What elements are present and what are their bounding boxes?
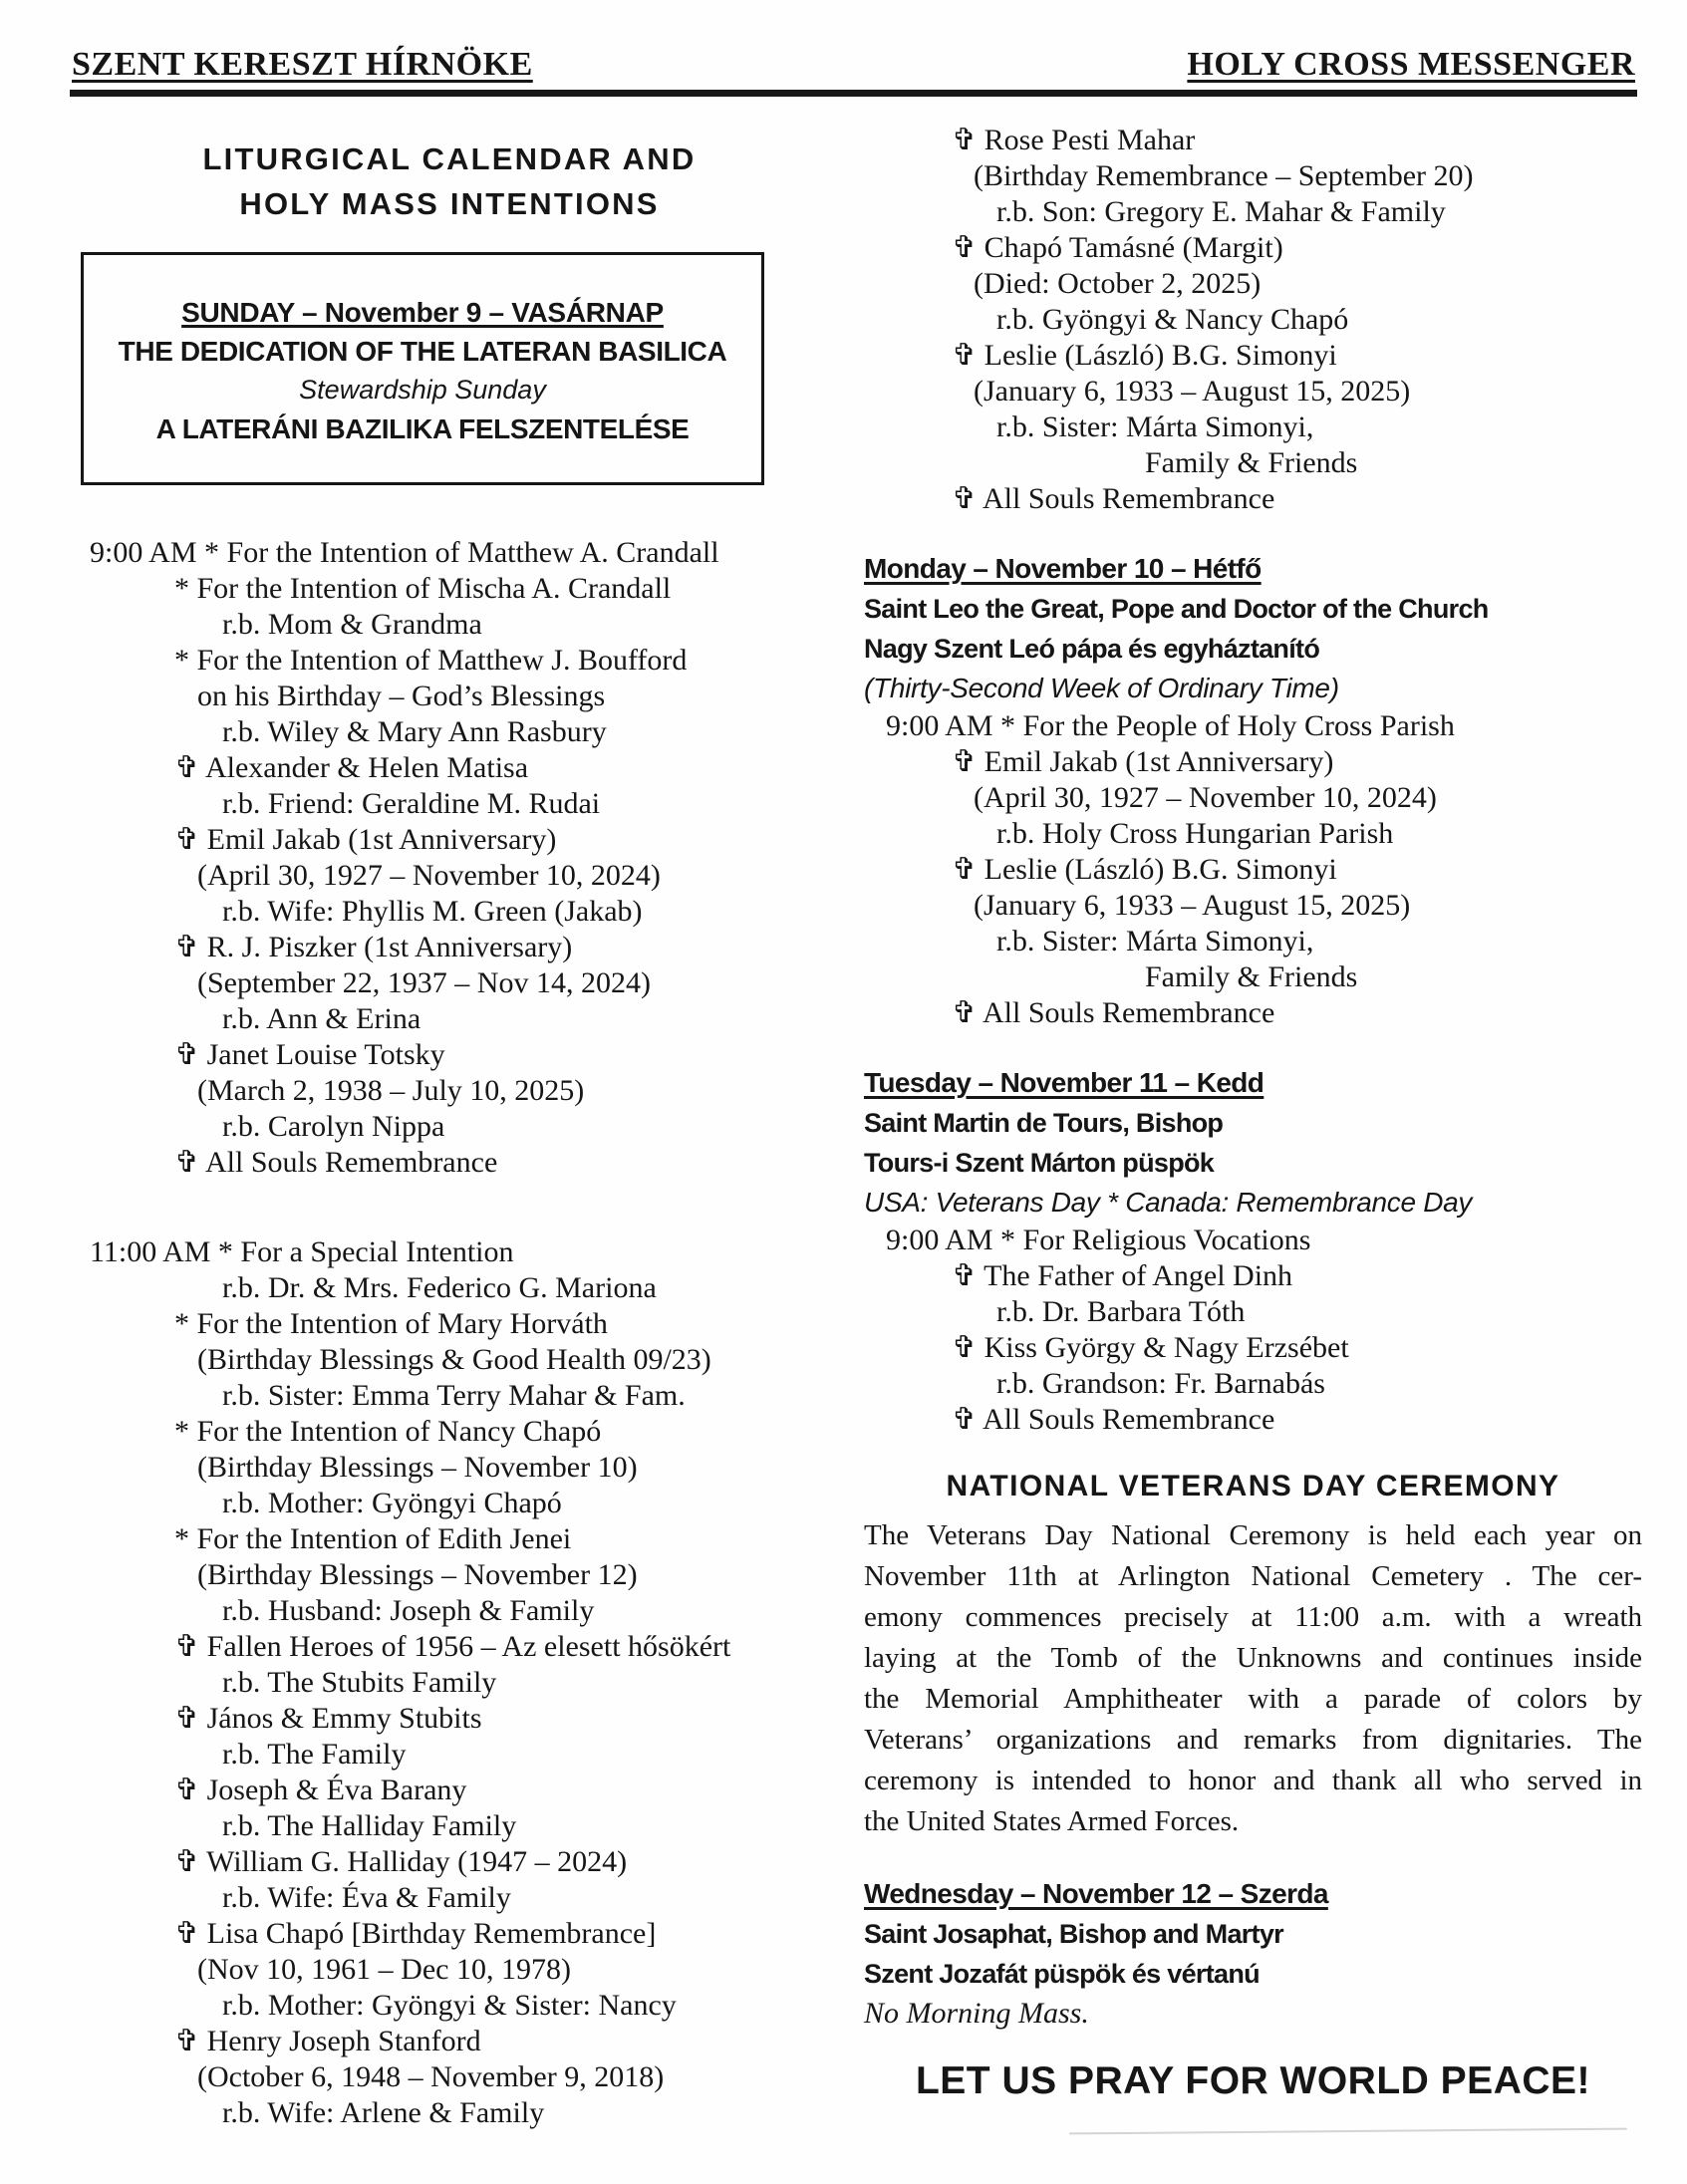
sunday-day-line: SUNDAY – November 9 – VASÁRNAP (181, 297, 664, 328)
intention-line: Family & Friends (1145, 446, 1358, 479)
intention-line: r.b. Mother: Gyöngyi & Sister: Nancy (222, 1989, 677, 2022)
intention-line: ✞ Leslie (László) B.G. Simonyi (952, 339, 1337, 372)
intention-line: 9:00 AM * For the Intention of Matthew A. Crandall (90, 536, 719, 569)
intention-line: (Birthday Remembrance – September 20) (974, 159, 1474, 192)
intention-line: (April 30, 1927 – November 10, 2024) (974, 781, 1437, 814)
intention-line: (April 30, 1927 – November 10, 2024) (197, 859, 661, 892)
intention-line: ceremony is intended to honor and thank all who served in (864, 1765, 1642, 1796)
intention-line: (January 6, 1933 – August 15, 2025) (974, 375, 1411, 408)
tuesday-header: Tuesday – November 11 – Kedd (864, 1067, 1265, 1098)
sunday-header-box (81, 252, 764, 485)
intention-line: r.b. Ann & Erina (222, 1002, 422, 1035)
intention-line: (Died: October 2, 2025) (974, 267, 1262, 300)
wednesday-feast-english: Saint Josaphat, Bishop and Martyr (864, 1919, 1283, 1949)
intention-line: r.b. Dr. Barbara Tóth (996, 1295, 1246, 1328)
sunday-feast-english: THE DEDICATION OF THE LATERAN BASILICA (118, 336, 727, 367)
intention-line: r.b. Wife: Éva & Family (222, 1881, 511, 1914)
header-title-english: HOLY CROSS MESSENGER (1187, 46, 1635, 83)
intention-line: ✞ János & Emmy Stubits (174, 1702, 482, 1735)
intention-line: ✞ Emil Jakab (1st Anniversary) (174, 823, 557, 856)
intention-line: r.b. Carolyn Nippa (222, 1110, 445, 1143)
left-column (65, 97, 834, 2131)
world-peace-banner: LET US PRAY FOR WORLD PEACE! (915, 2059, 1591, 2102)
veterans-ceremony-paragraph (864, 1515, 1642, 1842)
monday-feast-english: Saint Leo the Great, Pope and Doctor of the Church (864, 594, 1489, 624)
intention-line: * For the Intention of Matthew J. Boufford (174, 644, 688, 677)
tuesday-feast-hungarian: Tours-i Szent Márton püspök (864, 1148, 1215, 1178)
wednesday-no-mass-note: No Morning Mass. (864, 1997, 1089, 2030)
intention-line: r.b. Sister: Márta Simonyi, (996, 925, 1314, 957)
intention-line: r.b. Wiley & Mary Ann Rasbury (222, 715, 607, 748)
intention-line: r.b. Gyöngyi & Nancy Chapó (996, 303, 1349, 336)
intention-line: ✞ All Souls Remembrance (952, 996, 1275, 1029)
sunday-feast-hungarian: A LATERÁNI BAZILIKA FELSZENTELÉSE (155, 413, 690, 444)
right-column (864, 97, 1642, 2103)
monday-feast-hungarian: Nagy Szent Leó pápa és egyháztanító (864, 634, 1320, 664)
intention-line: * For the Intention of Mischa A. Crandall (174, 572, 672, 605)
intention-line: ✞ Fallen Heroes of 1956 – Az elesett hősökért (174, 1630, 731, 1663)
intention-line: r.b. Sister: Emma Terry Mahar & Fam. (222, 1379, 686, 1412)
intention-line: ✞ The Father of Angel Dinh (952, 1259, 1293, 1292)
page-header (70, 0, 1637, 97)
monday-header: Monday – November 10 – Hétfő (864, 553, 1262, 584)
intention-line: ✞ Chapó Tamásné (Margit) (952, 231, 1283, 264)
intention-line: (Birthday Blessings – November 12) (197, 1558, 638, 1591)
intention-line: (Birthday Blessings – November 10) (197, 1451, 638, 1484)
intention-line: 11:00 AM * For a Special Intention (90, 1235, 514, 1268)
intention-line: * For the Intention of Nancy Chapó (174, 1415, 602, 1448)
sunday-intentions-continued (864, 123, 1642, 517)
intention-line: (Nov 10, 1961 – Dec 10, 1978) (197, 1953, 571, 1986)
intention-line: ✞ All Souls Remembrance (952, 1403, 1275, 1436)
intention-line: r.b. Grandson: Fr. Barnabás (996, 1367, 1325, 1400)
tuesday-observance-note: USA: Veterans Day * Canada: Remembrance Day (864, 1187, 1473, 1218)
wednesday-block (864, 1874, 1642, 2034)
intention-line: r.b. The Halliday Family (222, 1809, 517, 1842)
intention-line: ✞ Rose Pesti Mahar (952, 124, 1196, 156)
tuesday-block (864, 1063, 1642, 1438)
monday-block (864, 549, 1642, 1031)
intention-line: (Birthday Blessings & Good Health 09/23) (197, 1343, 711, 1376)
intention-line: ✞ R. J. Piszker (1st Anniversary) (174, 931, 573, 963)
tuesday-feast-english: Saint Martin de Tours, Bishop (864, 1108, 1224, 1138)
intention-line: Family & Friends (1145, 960, 1358, 993)
intention-line: (October 6, 1948 – November 9, 2018) (197, 2060, 665, 2093)
monday-week-note: (Thirty-Second Week of Ordinary Time) (864, 673, 1339, 703)
intention-line: r.b. The Stubits Family (222, 1666, 497, 1699)
intention-line: r.b. Son: Gregory E. Mahar & Family (996, 195, 1446, 228)
intention-line: emony commences precisely at 11:00 a.m. with a wreath (864, 1601, 1642, 1633)
section-title (65, 136, 834, 226)
intention-line: * For the Intention of Edith Jenei (174, 1522, 572, 1555)
intention-line: r.b. Dr. & Mrs. Federico G. Mariona (222, 1271, 657, 1304)
intention-line: ✞ Alexander & Helen Matisa (174, 751, 529, 784)
intention-line: laying at the Tomb of the Unknowns and continues inside (864, 1642, 1642, 1674)
intention-line: r.b. Holy Cross Hungarian Parish (996, 817, 1394, 850)
header-title-hungarian: SZENT KERESZT HÍRNÖKE (72, 46, 533, 83)
intention-line: November 11th at Arlington National Cemetery . The cer- (864, 1560, 1642, 1592)
intention-line: r.b. Husband: Joseph & Family (222, 1594, 595, 1627)
wednesday-header: Wednesday – November 12 – Szerda (864, 1878, 1328, 1909)
intention-line: (March 2, 1938 – July 10, 2025) (197, 1074, 585, 1107)
section-title-line1: LITURGICAL CALENDAR AND (202, 141, 697, 176)
intention-line: r.b. Mother: Gyöngyi Chapó (222, 1487, 562, 1519)
wednesday-feast-hungarian: Szent Jozafát püspök és vértanú (864, 1959, 1260, 1989)
intention-line: the Memorial Amphitheater with a parade of colors by (864, 1683, 1642, 1715)
intention-line: ✞ Kiss György & Nagy Erzsébet (952, 1331, 1349, 1364)
intention-line: ✞ All Souls Remembrance (952, 482, 1275, 515)
intention-line: r.b. Mom & Grandma (222, 608, 482, 641)
intention-line: Veterans’ organizations and remarks from dignitaries. The (864, 1724, 1642, 1756)
intention-line: ✞ Leslie (László) B.G. Simonyi (952, 853, 1337, 886)
intention-line: ✞ Emil Jakab (1st Anniversary) (952, 745, 1334, 778)
mass-intentions-9am (65, 535, 834, 1181)
intention-line: r.b. Wife: Phyllis M. Green (Jakab) (222, 895, 643, 928)
monday-intentions (864, 708, 1642, 1031)
intention-line: r.b. The Family (222, 1738, 407, 1771)
two-column-body (65, 97, 1642, 2131)
intention-line: ✞ Joseph & Éva Barany (174, 1774, 467, 1806)
veterans-ceremony-section (864, 1466, 1642, 1842)
intention-line: (January 6, 1933 – August 15, 2025) (974, 889, 1411, 922)
mass-intentions-11am (65, 1234, 834, 2131)
intention-line: * For the Intention of Mary Horváth (174, 1307, 608, 1340)
intention-line: ✞ All Souls Remembrance (174, 1146, 498, 1179)
veterans-ceremony-heading: NATIONAL VETERANS DAY CEREMONY (946, 1470, 1560, 1502)
intention-line: r.b. Wife: Arlene & Family (222, 2096, 545, 2129)
intention-line: ✞ Lisa Chapó [Birthday Remembrance] (174, 1917, 657, 1950)
intention-line: r.b. Friend: Geraldine M. Rudai (222, 787, 601, 820)
intention-line: 9:00 AM * For the People of Holy Cross Parish (886, 709, 1455, 742)
section-title-line2: HOLY MASS INTENTIONS (239, 186, 660, 221)
intention-line: 9:00 AM * For Religious Vocations (886, 1224, 1311, 1256)
intention-line: (September 22, 1937 – Nov 14, 2024) (197, 966, 651, 999)
intention-line: ✞ Henry Joseph Stanford (174, 2025, 481, 2057)
intention-line: ✞ William G. Halliday (1947 – 2024) (174, 1845, 628, 1878)
intention-line: ✞ Janet Louise Totsky (174, 1038, 445, 1071)
intention-line: the United States Armed Forces. (864, 1805, 1240, 1837)
intention-line: on his Birthday – God’s Blessings (197, 680, 606, 712)
tuesday-intentions (864, 1223, 1642, 1438)
intention-line: The Veterans Day National Ceremony is held each year on (864, 1519, 1642, 1551)
sunday-stewardship-note: Stewardship Sunday (299, 375, 546, 405)
intention-line: r.b. Sister: Márta Simonyi, (996, 410, 1314, 443)
